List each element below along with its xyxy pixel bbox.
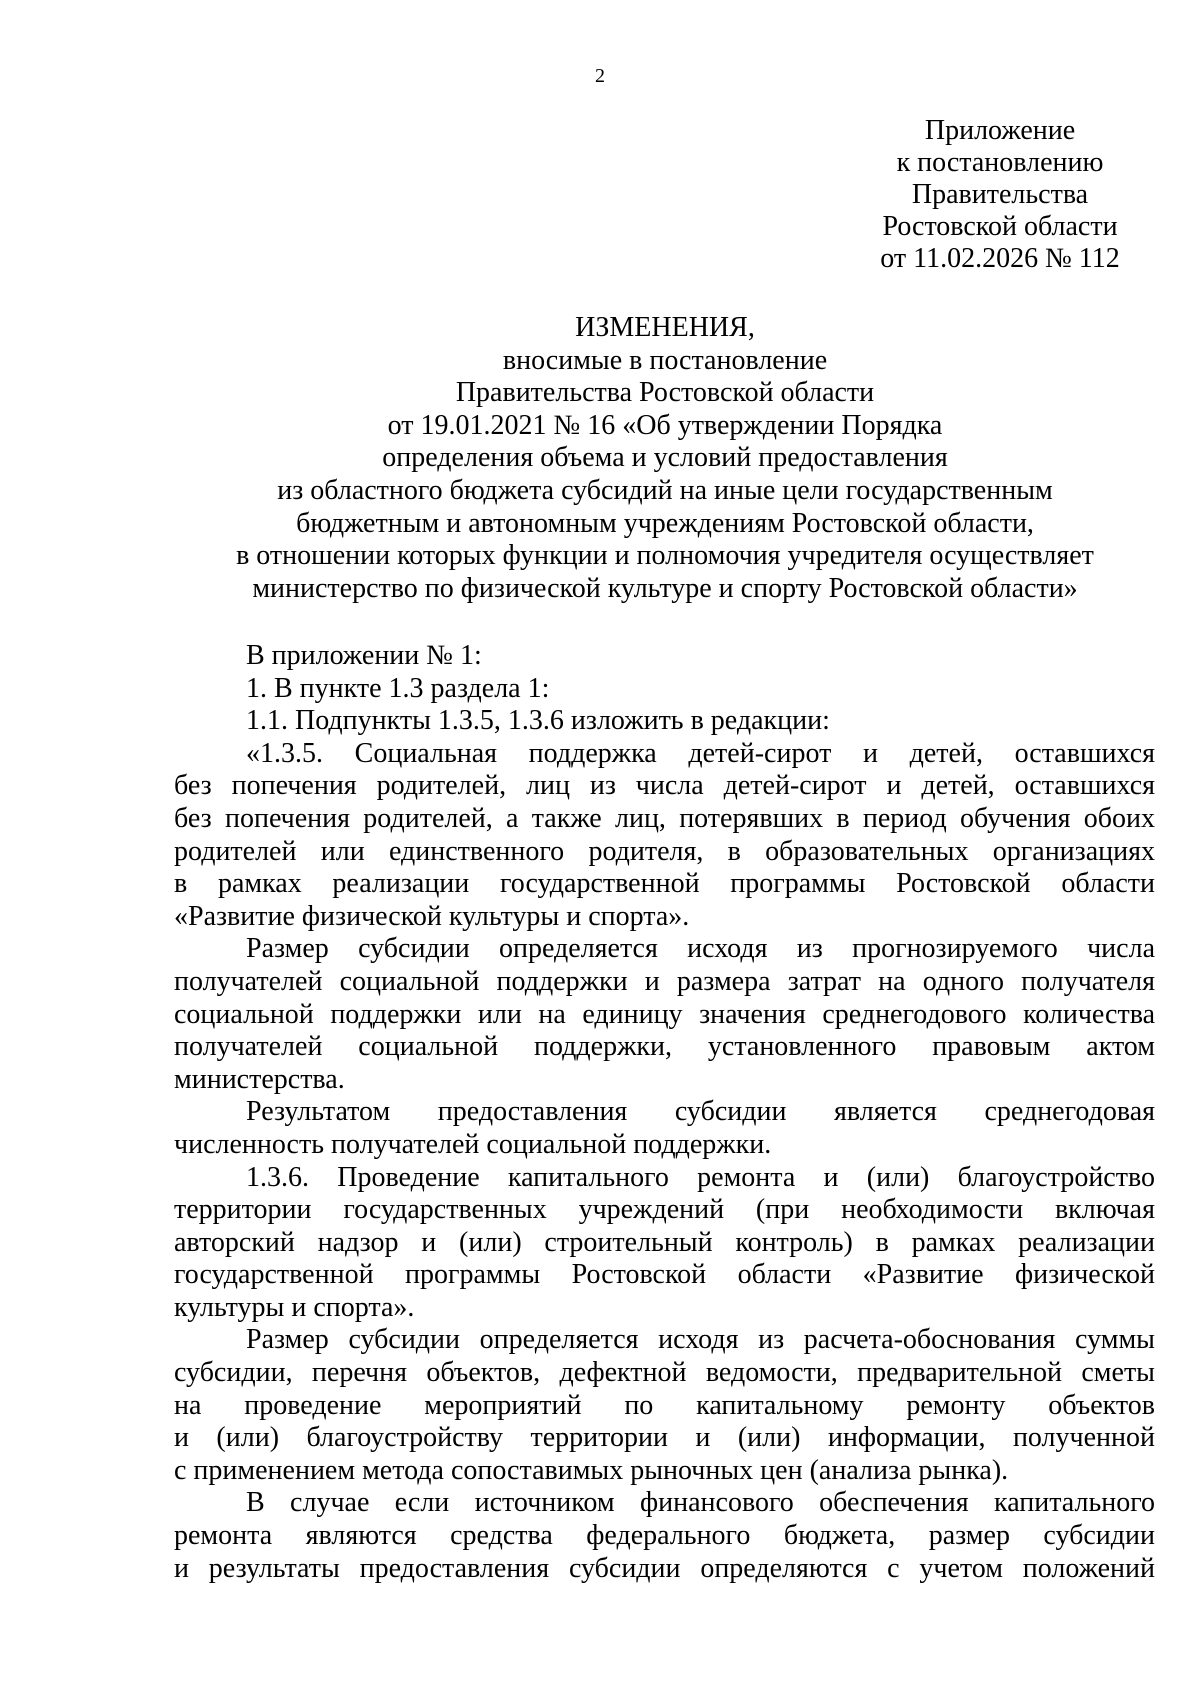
body-line: В случае если источником финансового обеспечения капитального xyxy=(246,1487,1155,1519)
appendix-line: к постановлению xyxy=(896,147,1104,178)
body-line: В приложении № 1: xyxy=(246,640,482,671)
body-line: государственной программы Ростовской области «Развитие физической xyxy=(174,1259,1155,1291)
body-line: получателей социальной поддержки и размера затрат на одного получателя xyxy=(174,965,1155,997)
body-line: Размер субсидии определяется исходя из прогнозируемого числа xyxy=(246,933,1155,965)
body-line: Результатом предоставления субсидии является среднегодовая xyxy=(246,1096,1155,1128)
body-line: на проведение мероприятий по капитальному ремонту объектов xyxy=(174,1389,1155,1421)
page-number: 2 xyxy=(595,65,605,87)
body-line: авторский надзор и (или) строительный контроль) в рамках реализации xyxy=(174,1226,1155,1258)
body-line: ремонта являются средства федерального бюджета, размер субсидии xyxy=(174,1520,1155,1552)
body-line: без попечения родителей, лиц из числа детей-сирот и детей, оставшихся xyxy=(174,770,1155,802)
body-line: численность получателей социальной поддержки. xyxy=(174,1128,772,1160)
body-line: 1. В пункте 1.3 раздела 1: xyxy=(246,672,550,704)
appendix-line: Ростовской области xyxy=(882,211,1118,242)
appendix-block xyxy=(800,115,1200,275)
appendix-line: от 11.02.2026 № 112 xyxy=(880,243,1120,274)
body-line: в рамках реализации государственной программы Ростовской области xyxy=(174,868,1155,900)
body-line: без попечения родителей, а также лиц, потерявших в период обучения обоих xyxy=(174,802,1155,834)
body-line: «1.3.5. Социальная поддержка детей-сирот и детей, оставшихся xyxy=(246,737,1155,769)
body-line: 1.1. Подпункты 1.3.5, 1.3.6 изложить в редакции: xyxy=(246,705,830,737)
body-line: родителей или единственного родителя, в образовательных организациях xyxy=(174,835,1155,867)
body-line: с применением метода сопоставимых рыночных цен (анализа рынка). xyxy=(174,1454,1009,1486)
title-heading: ИЗМЕНЕНИЯ, xyxy=(575,312,755,343)
body-line: субсидии, перечня объектов, дефектной ведомости, предварительной сметы xyxy=(174,1357,1155,1389)
body-line: Размер субсидии определяется исходя из расчета-обоснования суммы xyxy=(246,1324,1155,1356)
body-line: получателей социальной поддержки, установленного правовым актом xyxy=(174,1031,1155,1063)
body-line: и (или) благоустройству территории и (или) информации, полученной xyxy=(174,1422,1155,1454)
document-title xyxy=(140,312,1190,605)
title-line: бюджетным и автономным учреждениям Ростовской области, xyxy=(296,507,1034,539)
body-line: территории государственных учреждений (при необходимости включая xyxy=(174,1194,1155,1226)
title-line: вносимые в постановление xyxy=(502,344,828,376)
appendix-line: Правительства xyxy=(911,179,1089,210)
body-line: 1.3.6. Проведение капитального ремонта и (или) благоустройство xyxy=(246,1161,1155,1193)
title-line: определения объема и условий предоставления xyxy=(382,442,948,474)
title-line: Правительства Ростовской области xyxy=(455,377,875,409)
body-line: культуры и спорта». xyxy=(174,1291,415,1323)
body-line: министерства. xyxy=(174,1063,345,1095)
body-line: «Развитие физической культуры и спорта». xyxy=(174,900,690,932)
body-line: и результаты предоставления субсидии определяются с учетом положений xyxy=(174,1552,1155,1584)
appendix-line: Приложение xyxy=(924,115,1076,146)
title-line: от 19.01.2021 № 16 «Об утверждении Порядка xyxy=(387,409,943,441)
title-line: из областного бюджета субсидий на иные цели государственным xyxy=(277,474,1053,506)
document-body xyxy=(174,640,1155,1585)
body-line: социальной поддержки или на единицу значения среднегодового количества xyxy=(174,998,1155,1030)
title-line: министерство по физической культуре и спорту Ростовской области» xyxy=(252,572,1078,604)
title-line: в отношении которых функции и полномочия учредителя осуществляет xyxy=(236,540,1094,572)
